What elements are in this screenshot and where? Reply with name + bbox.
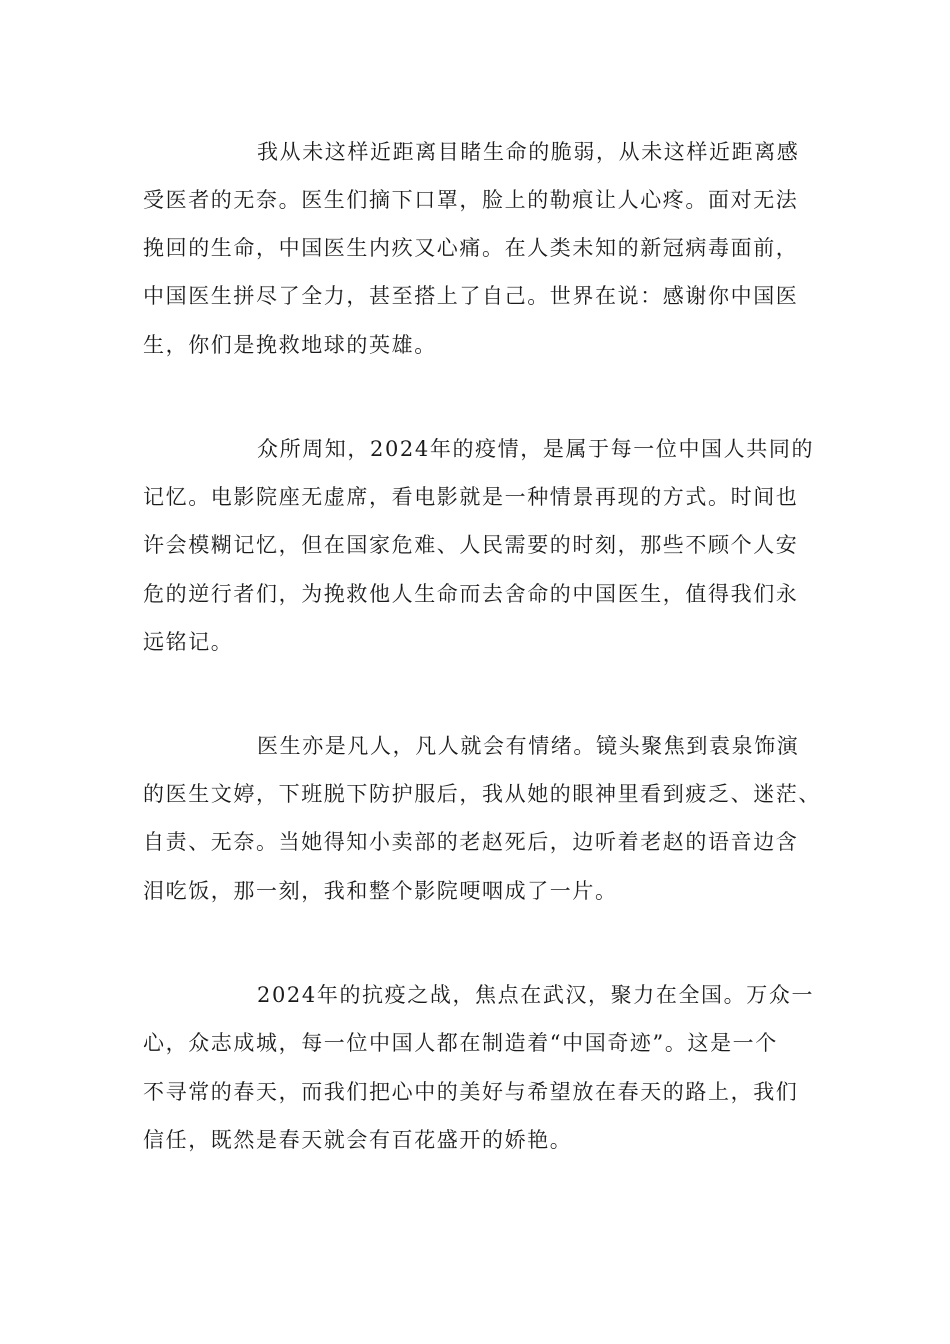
- paragraph-line: 信任，既然是春天就会有百花盛开的娇艳。: [143, 1128, 573, 1152]
- paragraph-line: 记忆。电影院座无虚席，看电影就是一种情景再现的方式。时间也: [143, 485, 799, 509]
- paragraph-line: 我从未这样近距离目睹生命的脆弱，从未这样近距离感: [257, 140, 800, 164]
- paragraph-line: 心，众志成城，每一位中国人都在制造着“中国奇迹”。这是一个: [143, 1031, 778, 1055]
- paragraph-line: 的医生文婷，下班脱下防护服后，我从她的眼神里看到疲乏、迷茫、: [143, 782, 821, 806]
- paragraph-line: 受医者的无奈。医生们摘下口罩，脸上的勒痕让人心疼。面对无法: [143, 188, 799, 212]
- paragraph-line: 生，你们是挽救地球的英雄。: [143, 333, 437, 357]
- paragraph-line: 中国医生拼尽了全力，甚至搭上了自己。世界在说：感谢你中国医: [143, 284, 799, 308]
- paragraph-line: 挽回的生命，中国医生内疚又心痛。在人类未知的新冠病毒面前，: [143, 236, 799, 260]
- paragraph-line: 医生亦是凡人，凡人就会有情绪。镜头聚焦到袁泉饰演: [257, 734, 800, 758]
- paragraph-line: 自责、无奈。当她得知小卖部的老赵死后，边听着老赵的语音边含: [143, 830, 799, 854]
- paragraph-line: 许会模糊记忆，但在国家危难、人民需要的时刻，那些不顾个人安: [143, 533, 799, 557]
- paragraph-line: 泪吃饭，那一刻，我和整个影院哽咽成了一片。: [143, 879, 618, 903]
- paragraph-line: 2024年的抗疫之战，焦点在武汉，聚力在全国。万众一: [257, 983, 815, 1007]
- paragraph-line: 不寻常的春天，而我们把心中的美好与希望放在春天的路上，我们: [143, 1080, 799, 1104]
- paragraph-line: 危的逆行者们，为挽救他人生命而去舍命的中国医生，值得我们永: [143, 582, 799, 606]
- paragraph-line: 众所周知，2024年的疫情，是属于每一位中国人共同的: [257, 437, 815, 461]
- paragraph-line: 远铭记。: [143, 630, 234, 654]
